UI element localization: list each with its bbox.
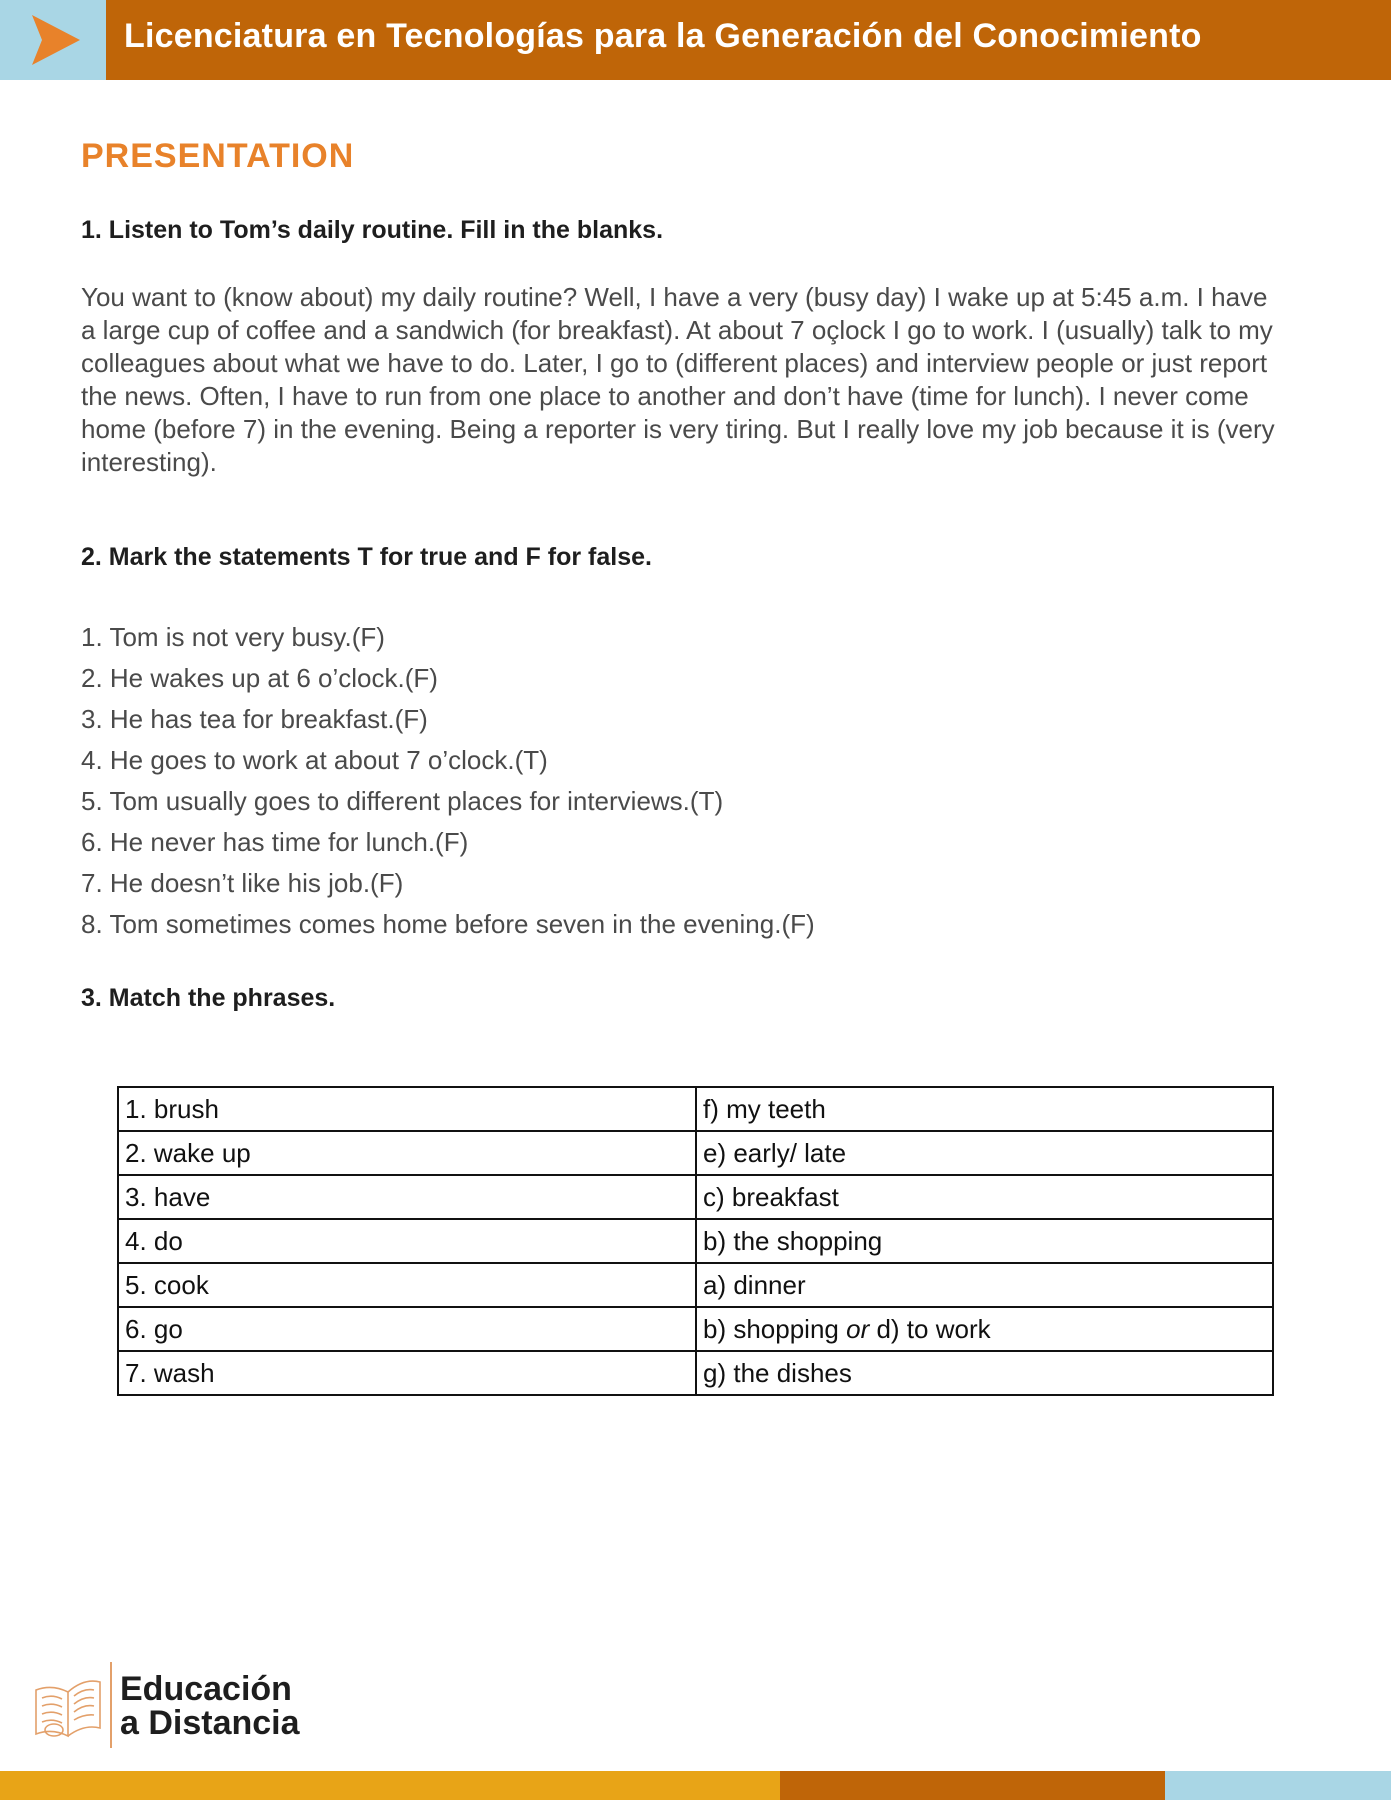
statement-item: 5. Tom usually goes to different places for interviews.(T) [81,786,724,816]
program-title: Licenciatura en Tecnologías para la Generación del Conocimiento [124,17,1202,55]
logo-line-2: a Distancia [120,1704,300,1742]
table-row [118,1351,1273,1395]
verb-cell: 1. brush [118,1087,696,1131]
match-phrases-table [117,1086,1274,1396]
logo-line-1: Educación [120,1670,292,1708]
footer-bar-segment [780,1771,1165,1800]
worksheet-content [81,137,1281,1012]
question-2-title: 2. Mark the statements T for true and F for false. [81,543,652,571]
statement-item: 8. Tom sometimes comes home before seven in the evening.(F) [81,909,815,939]
statement-item: 3. He has tea for breakfast.(F) [81,704,428,734]
table-row [118,1087,1273,1131]
open-book-icon [30,1670,106,1746]
footer-bar-segment [0,1771,780,1800]
match-part: b) shopping [703,1313,847,1344]
statement-item: 4. He goes to work at about 7 o’clock.(T) [81,745,548,775]
footer-logo [30,1662,310,1752]
match-cell: g) the dishes [696,1351,1273,1395]
routine-passage: You want to (know about) my daily routine? Well, I have a very (busy day) I wake up at 5:45 a.m. I have a large cup of coffee and a sandwich (for breakfast). At about 7 oçlock I go to work. I (usually) talk to my colleagues about what we have to do. Later, I go to (different places) and interview people or just report the news. Often, I have to run from one place to another and don’t have (time for lunch). I never come home (before 7) in the evening. Being a reporter is very tiring. But I really love my job because it is (very interesting). [81,282,1275,477]
statement-list [81,617,815,945]
match-cell: b) the shopping [696,1219,1273,1263]
verb-cell: 2. wake up [118,1131,696,1175]
verb-cell: 7. wash [118,1351,696,1395]
match-part: d) to work [869,1313,991,1344]
question-3-title: 3. Match the phrases. [81,984,336,1012]
match-cell: a) dinner [696,1263,1273,1307]
logo-divider [110,1662,112,1748]
table-row [118,1307,1273,1351]
logo-wordmark [120,1672,300,1740]
statement-item: 6. He never has time for lunch.(F) [81,827,469,857]
footer-color-bar [0,1771,1391,1800]
statement-item: 2. He wakes up at 6 o’clock.(F) [81,663,438,693]
question-1-title: 1. Listen to Tom’s daily routine. Fill in the blanks. [81,216,664,244]
play-arrow-icon [30,13,82,67]
verb-cell: 6. go [118,1307,696,1351]
statement-item: 1. Tom is not very busy.(F) [81,622,385,652]
table-row [118,1263,1273,1307]
section-title: PRESENTATION [81,137,355,175]
table-row [118,1219,1273,1263]
match-cell: e) early/ late [696,1131,1273,1175]
footer-bar-segment [1165,1771,1391,1800]
match-or: or [846,1313,870,1344]
verb-cell: 5. cook [118,1263,696,1307]
match-cell: c) breakfast [696,1175,1273,1219]
match-cell [696,1307,1273,1351]
match-cell: f) my teeth [696,1087,1273,1131]
statement-item: 7. He doesn’t like his job.(F) [81,868,404,898]
table-row [118,1131,1273,1175]
table-row [118,1175,1273,1219]
verb-cell: 3. have [118,1175,696,1219]
page-header [0,0,1391,80]
verb-cell: 4. do [118,1219,696,1263]
